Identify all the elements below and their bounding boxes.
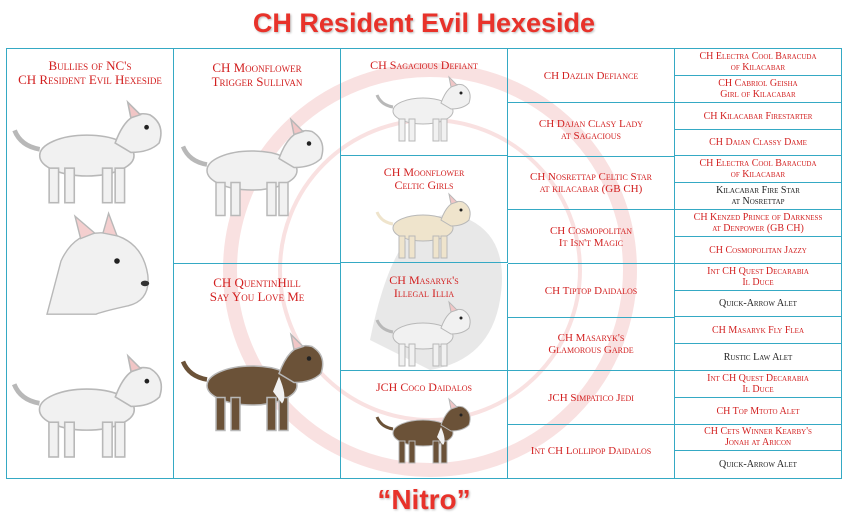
pedigree-cell bbox=[675, 424, 841, 451]
dog-name-line: CH Moonflower bbox=[212, 60, 302, 75]
sire-dog-photo bbox=[180, 109, 330, 229]
dog-name bbox=[341, 274, 507, 300]
dog-name-line: Il Duce bbox=[742, 276, 774, 288]
dog-name-line: CH Electra Cool Baracuda bbox=[699, 158, 817, 170]
dog-name-line: Say You Love Me bbox=[209, 288, 305, 304]
dog-name bbox=[675, 325, 841, 336]
dog-name-line: Int CH Lollipop Daidalos bbox=[530, 445, 652, 458]
pedigree-cell bbox=[174, 49, 341, 264]
call-name: “Nitro” bbox=[377, 484, 471, 515]
dog-name bbox=[675, 78, 841, 100]
dog-name bbox=[675, 266, 841, 288]
dog-name bbox=[675, 245, 841, 256]
dog-name-line: at Denpower (GB CH) bbox=[712, 222, 804, 234]
dog-name-line: CH Tiptop Daidalos bbox=[544, 284, 638, 297]
dog-name-line: at kilacabar (GB CH) bbox=[539, 183, 643, 196]
dog-name bbox=[675, 459, 841, 470]
dog-name-line: CH Masaryk's bbox=[389, 272, 459, 287]
pedigree-cell bbox=[341, 156, 508, 263]
pedigree-cell bbox=[174, 264, 341, 479]
pedigree-cell bbox=[675, 129, 841, 156]
dog-name-line: Illegal Illia bbox=[393, 285, 455, 300]
dog-name-line: CH Dajan Clasy Lady bbox=[538, 117, 644, 130]
pedigree-cell bbox=[508, 424, 675, 478]
dog-name bbox=[7, 59, 173, 88]
dog-name-line: CH Sagacious Defiant bbox=[370, 58, 478, 72]
dog-name bbox=[174, 61, 340, 90]
dog-name-line: CH Masaryk's bbox=[557, 332, 625, 345]
pedigree-cell bbox=[675, 451, 841, 478]
dog-name bbox=[508, 70, 674, 82]
dog-name bbox=[675, 352, 841, 363]
dog-name-line: CH Kenzed Prince of Darkness bbox=[693, 211, 823, 223]
pedigree-cell bbox=[675, 344, 841, 371]
pedigree-cell bbox=[7, 49, 174, 478]
dog-name-line: at Nosrettap bbox=[731, 196, 785, 208]
subject-dog-photo-head bbox=[19, 209, 159, 327]
dog-name-line: It Isn't Magic bbox=[558, 236, 624, 249]
pedigree-cell bbox=[675, 76, 841, 103]
dog-name-line: CH Top Mtoto Alet bbox=[716, 405, 800, 417]
dog-name-line: CH Resident Evil Hexeside bbox=[18, 72, 162, 88]
dog-name-line: Glamorous Garde bbox=[548, 344, 634, 357]
dog-name-line: CH Nosrettap Celtic Star bbox=[529, 171, 653, 184]
dog-name bbox=[675, 185, 841, 207]
dog-name-line: CH Cosmopolitan bbox=[549, 224, 633, 237]
grandparent-dog-photo bbox=[371, 300, 479, 370]
dog-name bbox=[508, 392, 674, 404]
dog-name-line: JCH Simpatico Jedi bbox=[548, 391, 634, 404]
pedigree-table bbox=[6, 48, 842, 479]
dog-name-line: Kilacabar Fire Star bbox=[716, 185, 800, 197]
dog-name bbox=[675, 137, 841, 148]
dog-name bbox=[675, 298, 841, 309]
dog-name-line: Quick-Arrow Alet bbox=[719, 459, 797, 471]
dog-name-line: Bullies of NC's bbox=[48, 58, 132, 73]
subject-dog-photo-standing bbox=[11, 99, 169, 209]
subject-dog-photo-side bbox=[11, 349, 169, 467]
dog-name bbox=[675, 373, 841, 395]
dog-name-line: CH Masaryk Fly Flea bbox=[711, 325, 805, 337]
pedigree-cell bbox=[675, 210, 841, 237]
pedigree-cell bbox=[675, 156, 841, 183]
dog-name bbox=[675, 212, 841, 234]
dog-name bbox=[508, 285, 674, 297]
dog-name-line: Rustic Law Alet bbox=[723, 351, 793, 363]
dog-name-line: Quick-Arrow Alet bbox=[719, 298, 797, 310]
pedigree-cell bbox=[508, 156, 675, 210]
dog-name-line: CH Electra Cool Baracuda bbox=[699, 51, 817, 62]
grandparent-dog-photo bbox=[371, 75, 479, 145]
grandparent-dog-photo bbox=[371, 192, 479, 262]
dog-name-line: Girl of Kilacabar bbox=[720, 88, 796, 100]
pedigree-cell bbox=[341, 371, 508, 478]
dog-name-line: CH QuentinHill bbox=[213, 274, 301, 290]
dog-name bbox=[508, 171, 674, 195]
dog-name bbox=[508, 225, 674, 249]
dog-name-line: Il Duce bbox=[742, 383, 774, 395]
dog-name bbox=[675, 158, 841, 180]
dog-name-line: Int CH Quest Decarabia bbox=[707, 265, 809, 277]
pedigree-cell bbox=[675, 398, 841, 425]
dog-name-line: Celtic Girls bbox=[394, 178, 454, 193]
pedigree-cell bbox=[675, 103, 841, 130]
dam-dog-photo bbox=[180, 324, 330, 444]
dog-name bbox=[174, 276, 340, 305]
dog-name-line: CH Dazlin Defiance bbox=[543, 70, 639, 82]
dog-name-line: CH Moonflower bbox=[383, 165, 465, 180]
pedigree-cell bbox=[508, 103, 675, 157]
pedigree-cell bbox=[675, 290, 841, 317]
pedigree-cell bbox=[508, 371, 675, 425]
dog-name bbox=[508, 118, 674, 142]
dog-name bbox=[675, 111, 841, 122]
dog-name bbox=[508, 332, 674, 356]
dog-name bbox=[341, 381, 507, 394]
pedigree-cell bbox=[508, 317, 675, 371]
dog-name bbox=[675, 51, 841, 73]
pedigree-cell bbox=[341, 49, 508, 156]
pedigree-cell bbox=[508, 49, 675, 103]
grandparent-dog-photo bbox=[371, 397, 479, 467]
dog-name-line: Int CH Quest Decarabia bbox=[707, 372, 809, 384]
dog-name bbox=[341, 59, 507, 72]
pedigree-cell bbox=[675, 264, 841, 291]
dog-name-line: CH Kilacabar Firestarter bbox=[703, 110, 813, 122]
pedigree-cell bbox=[508, 210, 675, 264]
pedigree-cell bbox=[341, 264, 508, 371]
dog-name bbox=[508, 445, 674, 457]
dog-name-line: CH Cets Winner Kearby's bbox=[704, 426, 812, 438]
dog-name bbox=[675, 426, 841, 448]
dog-name-line: of Kilacabar bbox=[730, 169, 786, 181]
dog-name-line: CH Cabriol Geisha bbox=[718, 77, 798, 89]
pedigree-cell bbox=[675, 371, 841, 398]
dog-name bbox=[675, 406, 841, 417]
pedigree-cell bbox=[675, 49, 841, 76]
dog-name-line: of Kilacabar bbox=[730, 62, 786, 73]
dog-name-line: CH Daian Classy Dame bbox=[709, 137, 807, 149]
dog-name-line: Trigger Sullivan bbox=[211, 74, 303, 90]
pedigree-cell bbox=[675, 183, 841, 210]
dog-name bbox=[341, 166, 507, 192]
pedigree-cell bbox=[508, 264, 675, 318]
page-title: CH Resident Evil Hexeside bbox=[252, 8, 596, 38]
dog-name-line: CH Cosmopolitan Jazzy bbox=[709, 244, 807, 256]
pedigree-cell bbox=[675, 317, 841, 344]
dog-name-line: JCH Coco Daidalos bbox=[375, 379, 472, 394]
dog-name-line: at Sagacious bbox=[561, 129, 621, 142]
dog-name-line: Jonah at Aricon bbox=[724, 437, 792, 449]
pedigree-cell bbox=[675, 237, 841, 264]
